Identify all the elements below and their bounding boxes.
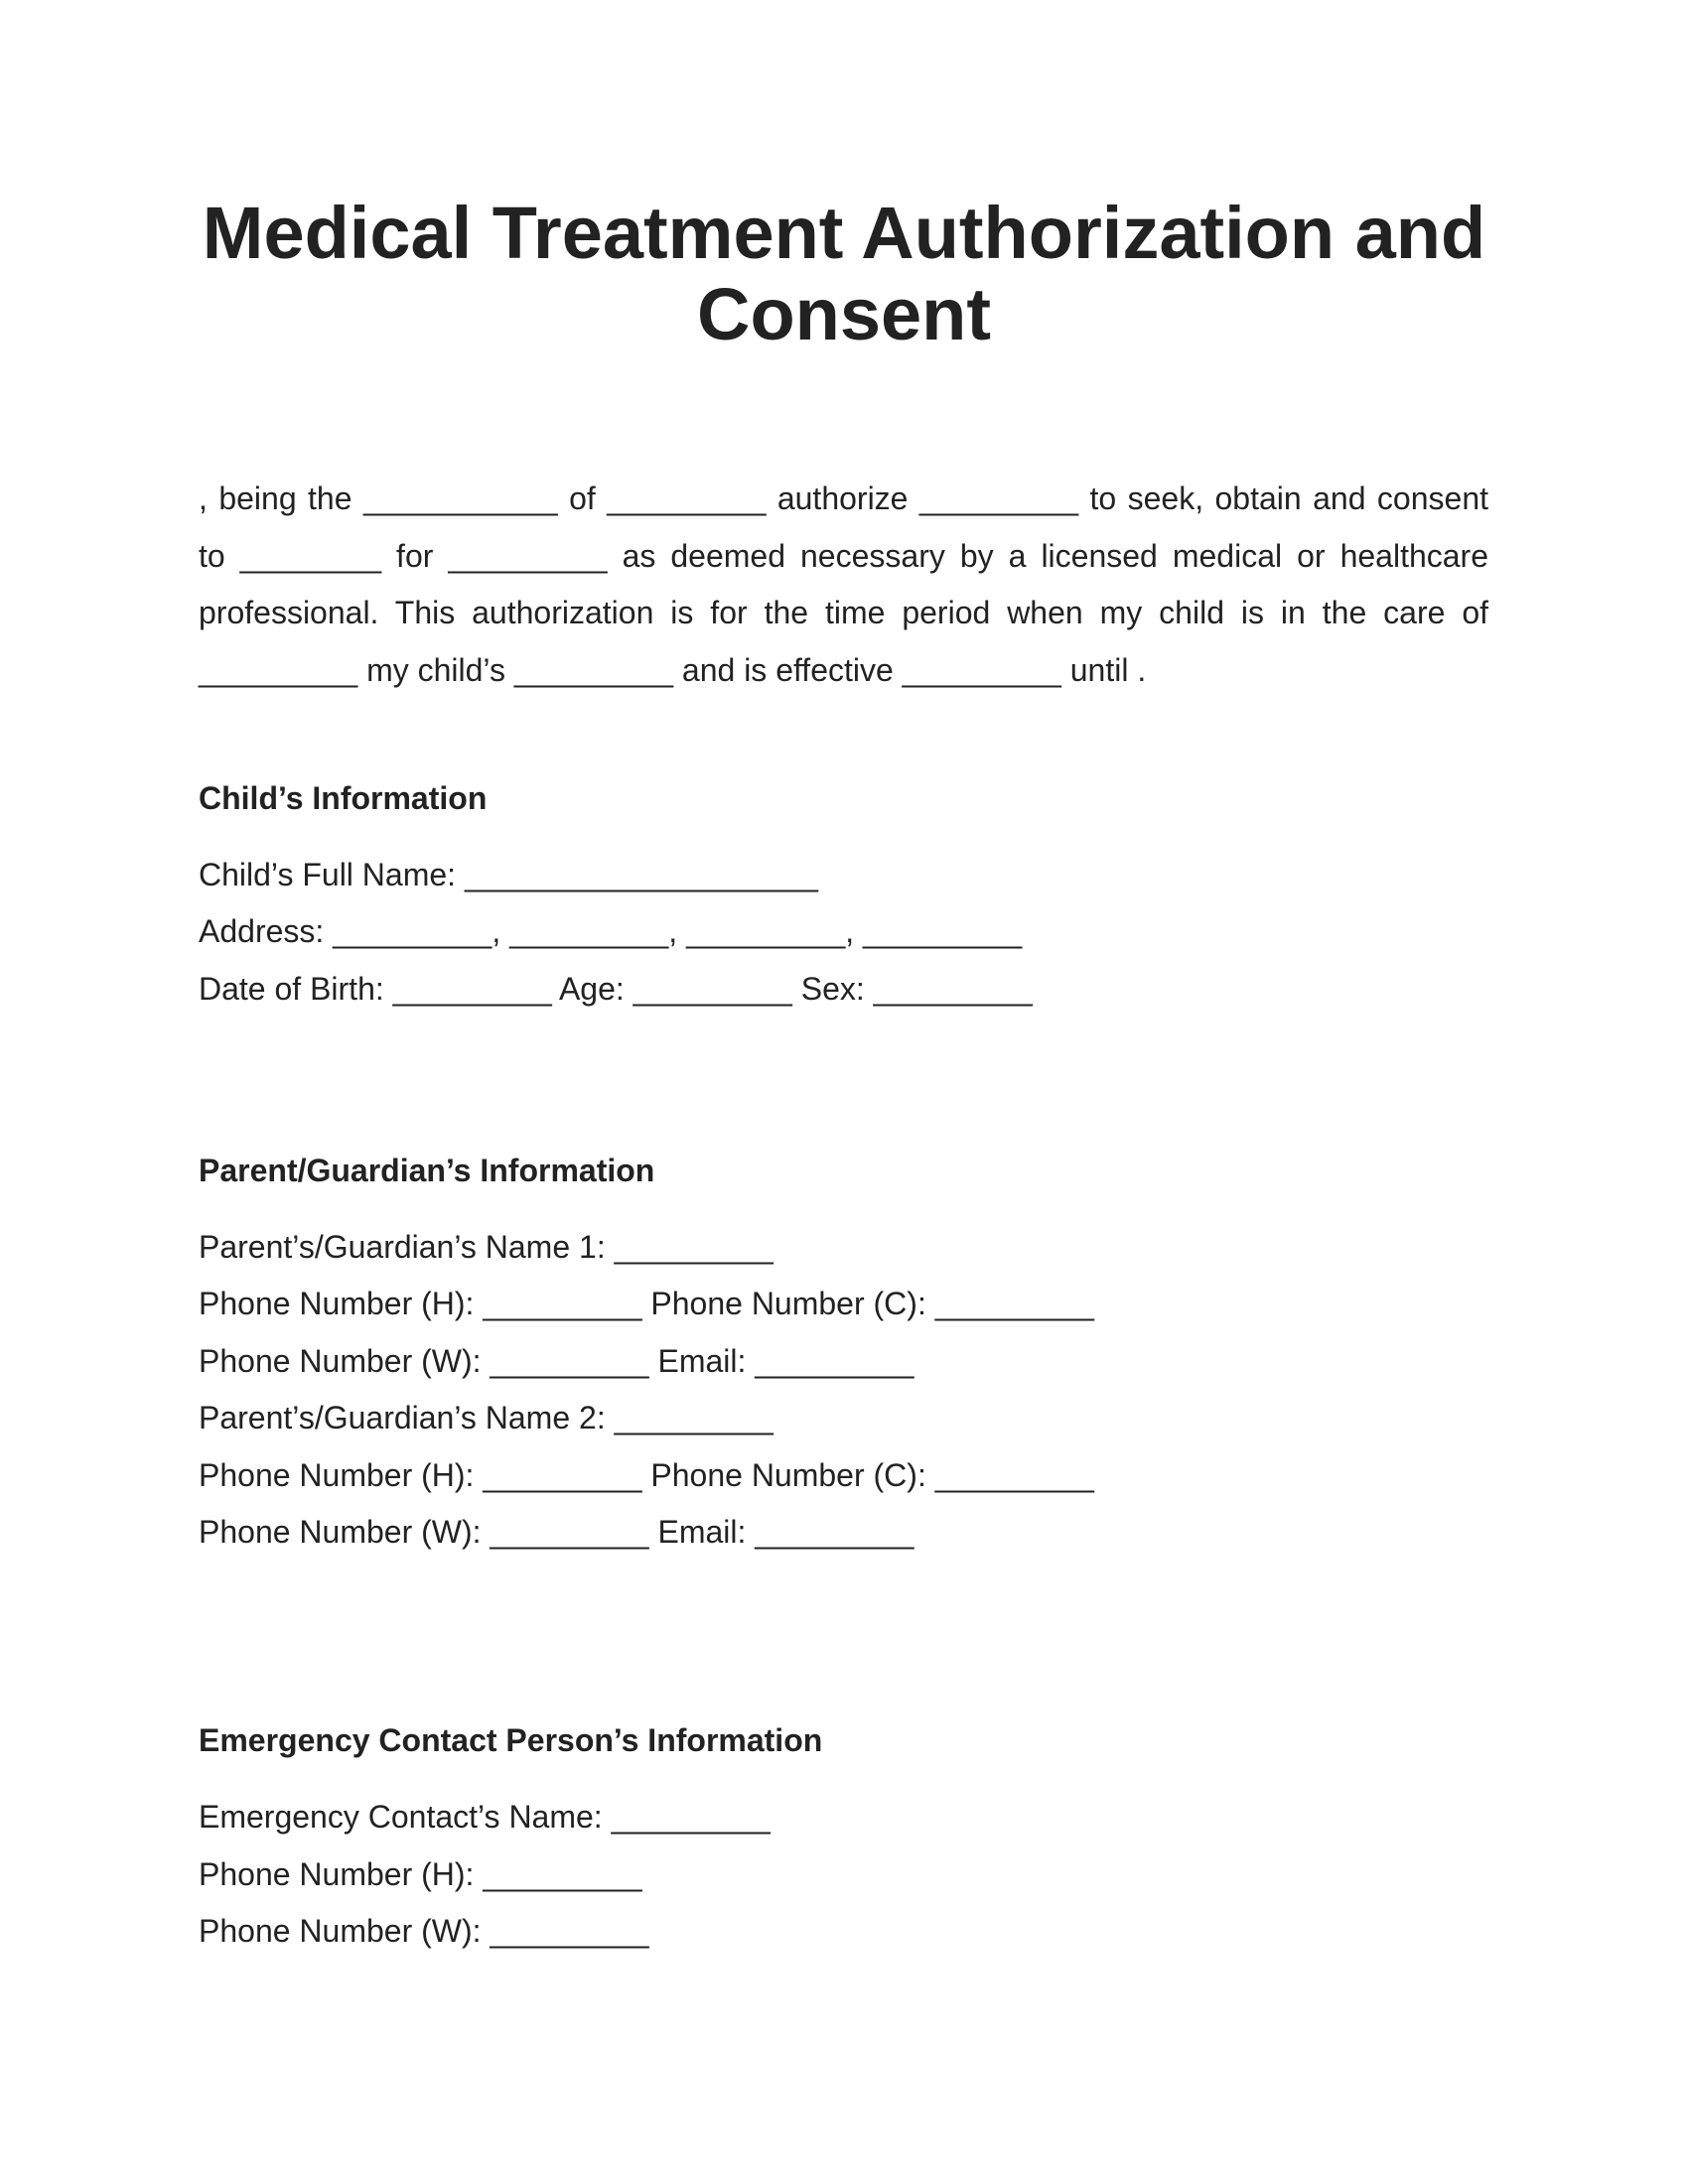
authorization-paragraph — [199, 471, 1488, 699]
parent-1-phone-w-email-field: Phone Number (W): _________ Email: _________ — [199, 1343, 914, 1379]
parent-1-phone-h-c-field: Phone Number (H): _________ Phone Number (C): _________ — [199, 1286, 1094, 1321]
parent-name-2-field: Parent’s/Guardian’s Name 2: _________ — [199, 1400, 774, 1435]
child-info-heading: Child’s Information — [199, 780, 488, 816]
parent-2-phone-h-c-field: Phone Number (H): _________ Phone Number (C): _________ — [199, 1457, 1094, 1493]
title-line-1: Medical Treatment Authorization and — [202, 192, 1486, 274]
title-line-2: Consent — [697, 273, 991, 355]
intro-line-3: professional. This authorization is for the time period when my child is in the care of — [199, 595, 1488, 630]
intro-line-1: , being the ___________ of _________ authorize _________ to seek, obtain and consent — [199, 480, 1488, 516]
emergency-phone-h-field: Phone Number (H): _________ — [199, 1856, 642, 1892]
emergency-contact-name-field: Emergency Contact’s Name: _________ — [199, 1799, 771, 1835]
child-dob-age-sex-field: Date of Birth: _________ Age: _________ Sex: _________ — [199, 971, 1033, 1007]
child-full-name-field: Child’s Full Name: ____________________ — [199, 857, 818, 892]
parent-name-1-field: Parent’s/Guardian’s Name 1: _________ — [199, 1229, 774, 1265]
parent-2-phone-w-email-field: Phone Number (W): _________ Email: _________ — [199, 1514, 914, 1550]
intro-line-2: to ________ for _________ as deemed necessary by a licensed medical or healthcare — [199, 537, 1488, 574]
emergency-phone-w-field: Phone Number (W): _________ — [199, 1913, 649, 1949]
parent-info-heading: Parent/Guardian’s Information — [199, 1153, 655, 1188]
emergency-contact-heading: Emergency Contact Person’s Information — [199, 1722, 823, 1758]
intro-line-4: _________ my child’s _________ and is effective _________ until . — [199, 651, 1147, 688]
document-title — [0, 193, 1688, 355]
child-address-field: Address: _________, _________, _________, _________ — [199, 913, 1023, 949]
